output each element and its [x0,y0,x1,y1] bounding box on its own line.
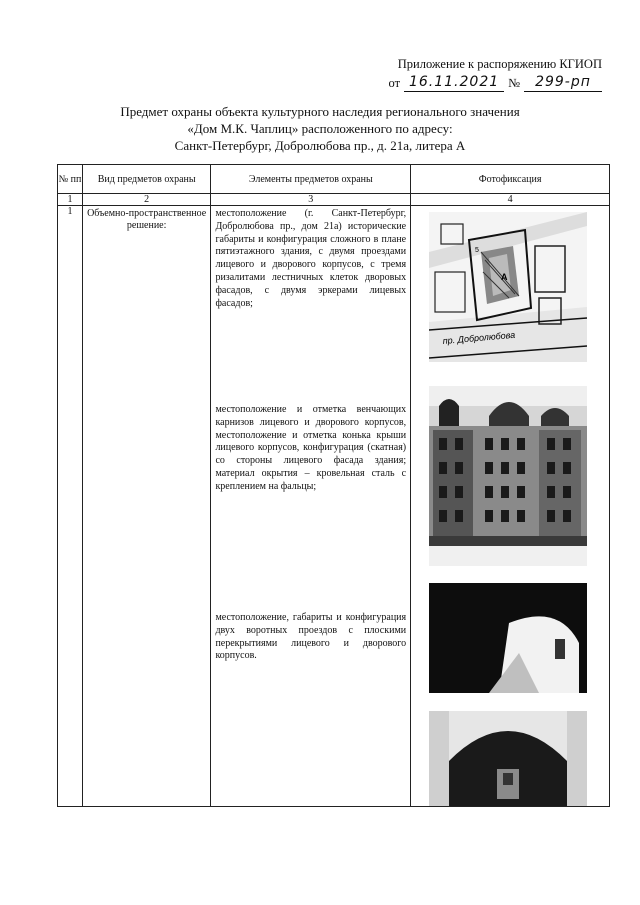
elements-container [211,206,410,806]
header-elements: Элементы предметов охраны [211,165,411,194]
kind-cell [82,206,211,807]
col-num-1: 1 [58,194,83,206]
gateway-photo-2 [429,711,587,806]
appendix-date-line [372,73,602,92]
map-street-label: пр. Добролюбова [442,329,516,346]
appendix-header [372,55,602,92]
kind-text: Объемно-пространственное решение: [87,208,207,231]
handwritten-number: 299-рп [524,73,602,92]
table-row [58,206,610,807]
appendix-title: Приложение к распоряжению КГИОП [397,57,602,71]
table-header-row [58,165,610,194]
row-number: 1 [58,206,83,807]
title-line-3: Санкт-Петербург, Добролюбова пр., д. 21а, литера А [174,138,466,153]
column-number-row [58,194,610,206]
header-photo: Фотофиксация [411,165,610,194]
title-line-1: Предмет охраны объекта культурного наследия регионального значения [120,104,520,119]
element-item-3: местоположение, габариты и конфигурация двух воротных проездов с плоскими перекрытиями лицевого и дворового корпусов. [215,612,407,662]
photo-cell [411,206,610,807]
gateway-photo-1 [429,583,587,693]
from-label: от [388,76,401,90]
photos-container [411,206,609,806]
header-number: № пп [58,165,83,194]
element-item-2: местоположение и отметка венчающих карнизов лицевого и дворового корпусов, местоположение и отметка конька крыши лицевого корпусов, конфигурация (скатная) со стороны лицевого фасада здания; материал окрытия – кровельная сталь с креплением на фальцы; [215,404,407,492]
element-item-1: местоположение (г. Санкт-Петербург, Добролюбова пр., дом 21а) исторические габариты и конфигурация сложного в плане пятиэтажного здания, с двумя проездами лицевого и дворового корпусов, с тремя ризалитами лестничных клеток дворовых фасадов, с двумя эркерами лицевых фасадов; [215,208,407,309]
title-line-2: «Дом М.К. Чаплиц» расположенного по адресу: [187,121,453,136]
map-floors-label: 5 [475,247,480,254]
col-num-3: 3 [211,194,411,206]
col-num-4: 4 [411,194,610,206]
facade-photo [429,386,587,566]
site-plan-map-image [429,212,587,362]
protection-table [57,164,610,807]
header-kind: Вид предметов охраны [82,165,211,194]
document-title [60,103,580,154]
map-letter-label: А [501,272,508,282]
col-num-2: 2 [82,194,211,206]
handwritten-date: 16.11.2021 [404,73,504,92]
elements-cell [211,206,411,807]
number-label: № [508,76,520,90]
